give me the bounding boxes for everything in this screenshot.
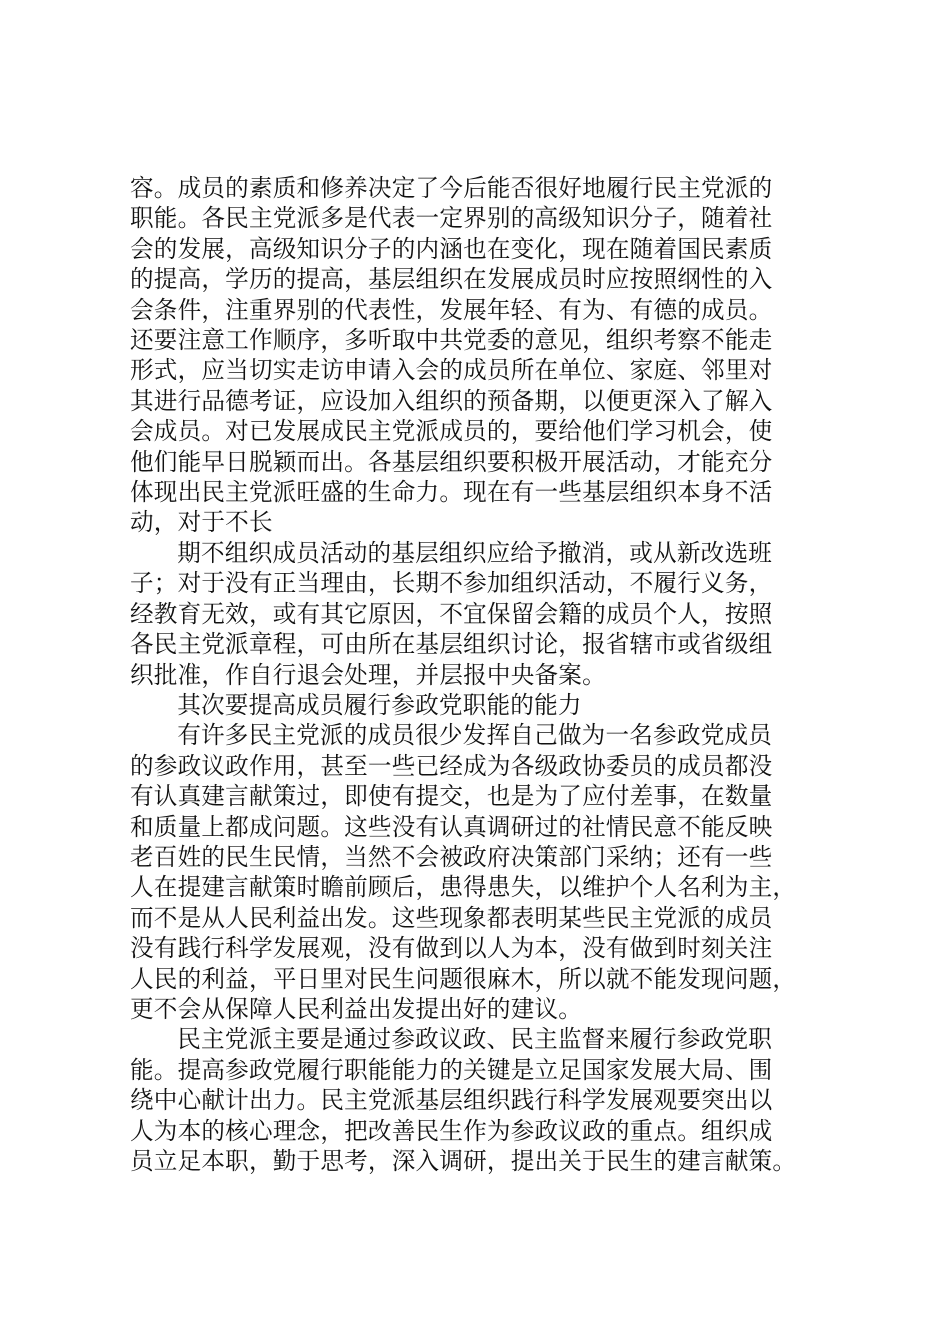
text-line: 他们能早日脱颖而出。各基层组织要积极开展活动，才能充分 [130,447,773,476]
text-line: 会成员。对已发展成民主党派成员的，要给他们学习机会，使 [130,417,773,446]
paragraph-3 [130,720,850,1024]
paragraph-1 [130,173,850,538]
text-line: 形式，应当切实走访申请入会的成员所在单位、家庭、邻里对 [130,356,773,385]
text-line: 期不组织成员活动的基层组织应给予撤消，或从新改选班 [177,538,773,567]
text-line: 没有践行科学发展观，没有做到以人为本，没有做到时刻关注 [130,934,773,963]
text-line: 的提高，学历的提高，基层组织在发展成员时应按照纲性的入 [130,265,773,294]
text-line: 人民的利益，平日里对民生问题很麻木，所以就不能发现问题， [130,964,797,993]
text-line: 动，对于不长 [130,508,273,537]
text-line: 有认真建言献策过，即使有提交，也是为了应付差事，在数量 [130,782,773,811]
text-line: 体现出民主党派旺盛的生命力。现在有一些基层组织本身不活 [130,478,773,507]
paragraph-2 [130,538,850,690]
text-line: 会条件，注重界别的代表性，发展年轻、有为、有德的成员。 [130,295,773,324]
text-line: 人为本的核心理念，把改善民生作为参政议政的重点。组织成 [130,1116,773,1145]
text-line: 老百姓的民生民情，当然不会被政府决策部门采纳；还有一些 [130,842,773,871]
text-line: 经教育无效，或有其它原因，不宜保留会籍的成员个人，按照 [130,599,773,628]
text-line: 能。提高参政党履行职能能力的关键是立足国家发展大局、围 [130,1055,773,1084]
text-line: 而不是从人民利益出发。这些现象都表明某些民主党派的成员 [130,903,773,932]
text-line: 子；对于没有正当理由，长期不参加组织活动，不履行义务， [130,569,773,598]
heading-line: 其次要提高成员履行参政党职能的能力 [177,690,582,719]
text-line: 员立足本职，勤于思考，深入调研，提出关于民生的建言献策。 [130,1147,797,1175]
text-line: 会的发展，高级知识分子的内涵也在变化，现在随着国民素质 [130,234,773,263]
text-line: 有许多民主党派的成员很少发挥自己做为一名参政党成员 [177,721,773,750]
text-line: 的参政议政作用，甚至一些已经成为各级政协委员的成员都没 [130,751,773,780]
paragraph-4 [130,1024,850,1176]
text-line: 更不会从保障人民利益出发提出好的建议。 [130,994,583,1023]
text-line: 绕中心献计出力。民主党派基层组织践行科学发展观要突出以 [130,1086,773,1115]
text-line: 职能。各民主党派多是代表一定界别的高级知识分子，随着社 [130,204,773,233]
text-line: 和质量上都成问题。这些没有认真调研过的社情民意不能反映 [130,812,773,841]
text-line: 还要注意工作顺序，多听取中共党委的意见，组织考察不能走 [130,326,773,355]
text-line: 容。成员的素质和修养决定了今后能否很好地履行民主党派的 [130,174,773,202]
text-line: 民主党派主要是通过参政议政、民主监督来履行参政党职 [177,1025,773,1054]
document-body [130,173,850,1176]
text-line: 人在提建言献策时瞻前顾后，患得患失，以维护个人名利为主， [130,873,797,902]
section-heading [130,690,850,720]
text-line: 织批准，作自行退会处理，并层报中央备案。 [130,660,606,689]
text-line: 各民主党派章程，可由所在基层组织讨论，报省辖市或省级组 [130,630,773,659]
text-line: 其进行品德考证，应设加入组织的预备期，以便更深入了解入 [130,386,773,415]
